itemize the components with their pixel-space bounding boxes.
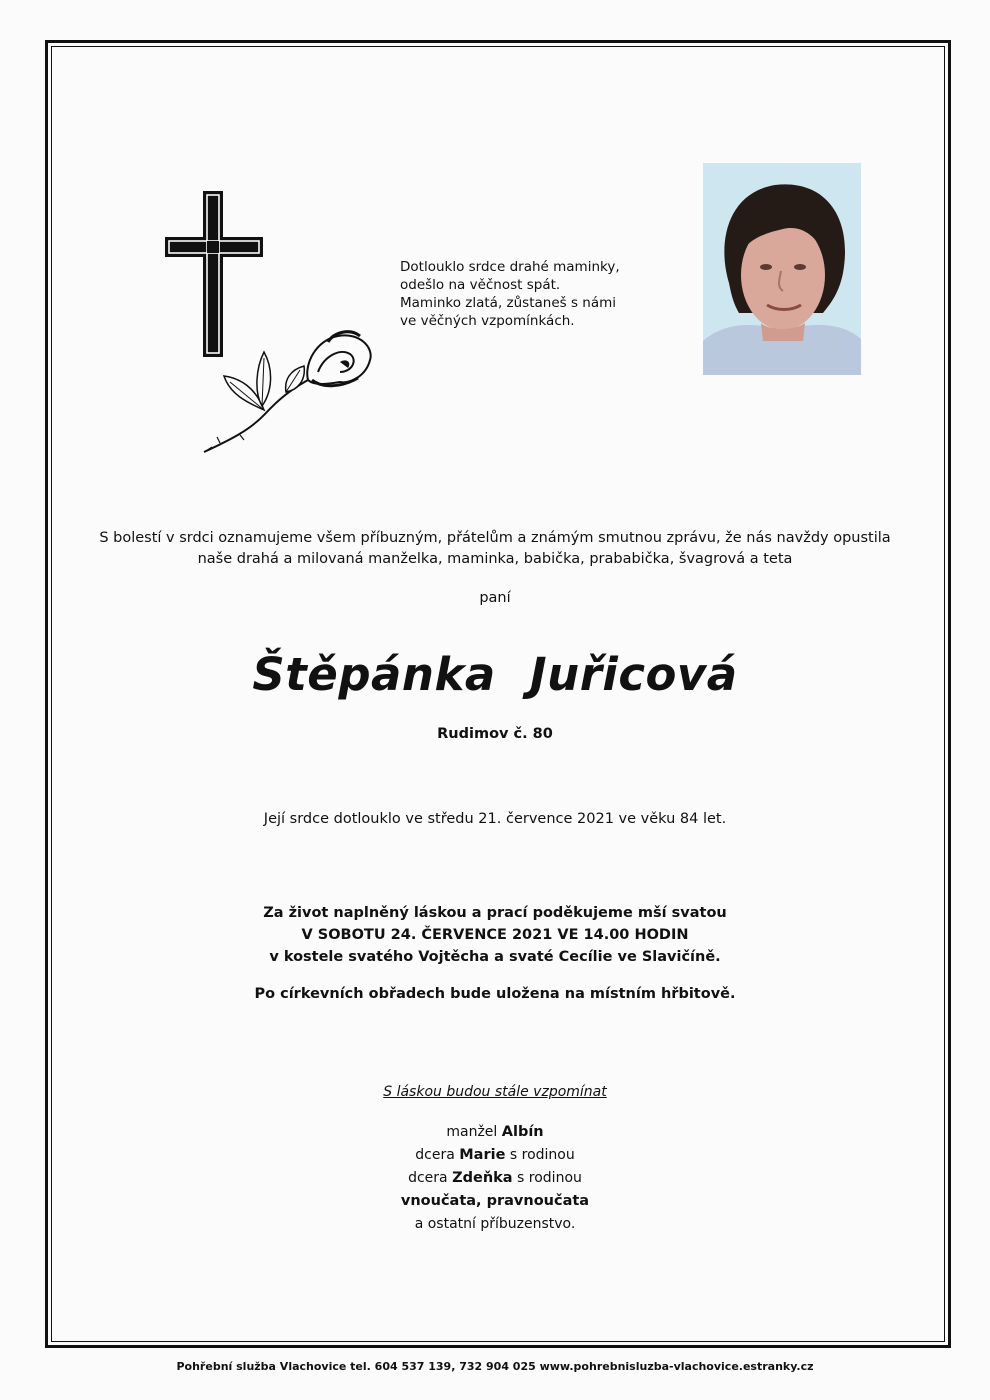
- mourner-row: [0, 1121, 990, 1144]
- portrait-photo: [703, 163, 861, 375]
- poem: [400, 258, 620, 330]
- poem-line: Dotlouklo srdce drahé maminky,: [400, 259, 620, 275]
- mourner-row: [0, 1167, 990, 1190]
- mourner-row: [0, 1144, 990, 1167]
- mourner-name: Marie: [459, 1147, 506, 1163]
- announcement-line: S bolestí v srdci oznamujeme všem příbuzným, přátelům a známým smutnou zprávu, že nás navždy opustila: [99, 530, 891, 546]
- mourner-prefix: dcera: [415, 1147, 455, 1163]
- deceased-name: [0, 648, 990, 701]
- mourner-row: [0, 1190, 990, 1213]
- last-name: Juřicová: [529, 648, 738, 701]
- mourner-prefix: dcera: [408, 1170, 448, 1186]
- footer-contact: Pohřební služba Vlachovice tel. 604 537 139, 732 904 025 www.pohrebnisluzba-vlachovice.estranky.cz: [176, 1360, 814, 1373]
- mourners-list: [0, 1121, 990, 1236]
- mourner-suffix: a ostatní příbuzenstvo.: [414, 1216, 576, 1232]
- mourner-name: Albín: [501, 1124, 544, 1140]
- poem-line: ve věčných vzpomínkách.: [400, 313, 575, 329]
- funeral-line: V SOBOTU 24. ČERVENCE 2021 VE 14.00 HODIN: [301, 927, 689, 943]
- honorific: paní: [479, 590, 511, 606]
- mourner-name: Zdeňka: [452, 1170, 513, 1186]
- poem-line: odešlo na věčnost spát.: [400, 277, 561, 293]
- mourner-row: [0, 1213, 990, 1236]
- rose-icon: [200, 322, 378, 457]
- funeral-line: Za život naplněný láskou a prací poděkujeme mší svatou: [263, 905, 727, 921]
- poem-line: Maminko zlatá, zůstaneš s námi: [400, 295, 617, 311]
- address: Rudimov č. 80: [437, 726, 553, 742]
- funeral-info: [0, 902, 990, 968]
- remember-heading: S láskou budou stále vzpomínat: [383, 1084, 607, 1100]
- funeral-line: v kostele svatého Vojtěcha a svaté Cecílie ve Slavičíně.: [269, 949, 721, 965]
- announcement-line: naše drahá a milovaná manželka, maminka, babička, prababička, švagrová a teta: [197, 551, 793, 567]
- mourner-suffix: s rodinou: [517, 1170, 582, 1186]
- mourner-name: vnoučata, pravnoučata: [400, 1193, 590, 1209]
- announcement: [0, 528, 990, 570]
- death-notice: Její srdce dotlouklo ve středu 21. července 2021 ve věku 84 let.: [263, 811, 727, 827]
- burial-info: Po církevních obřadech bude uložena na místním hřbitově.: [254, 986, 736, 1002]
- mourner-prefix: manžel: [446, 1124, 498, 1140]
- mourner-suffix: s rodinou: [509, 1147, 575, 1163]
- first-name: Štěpánka: [252, 648, 496, 701]
